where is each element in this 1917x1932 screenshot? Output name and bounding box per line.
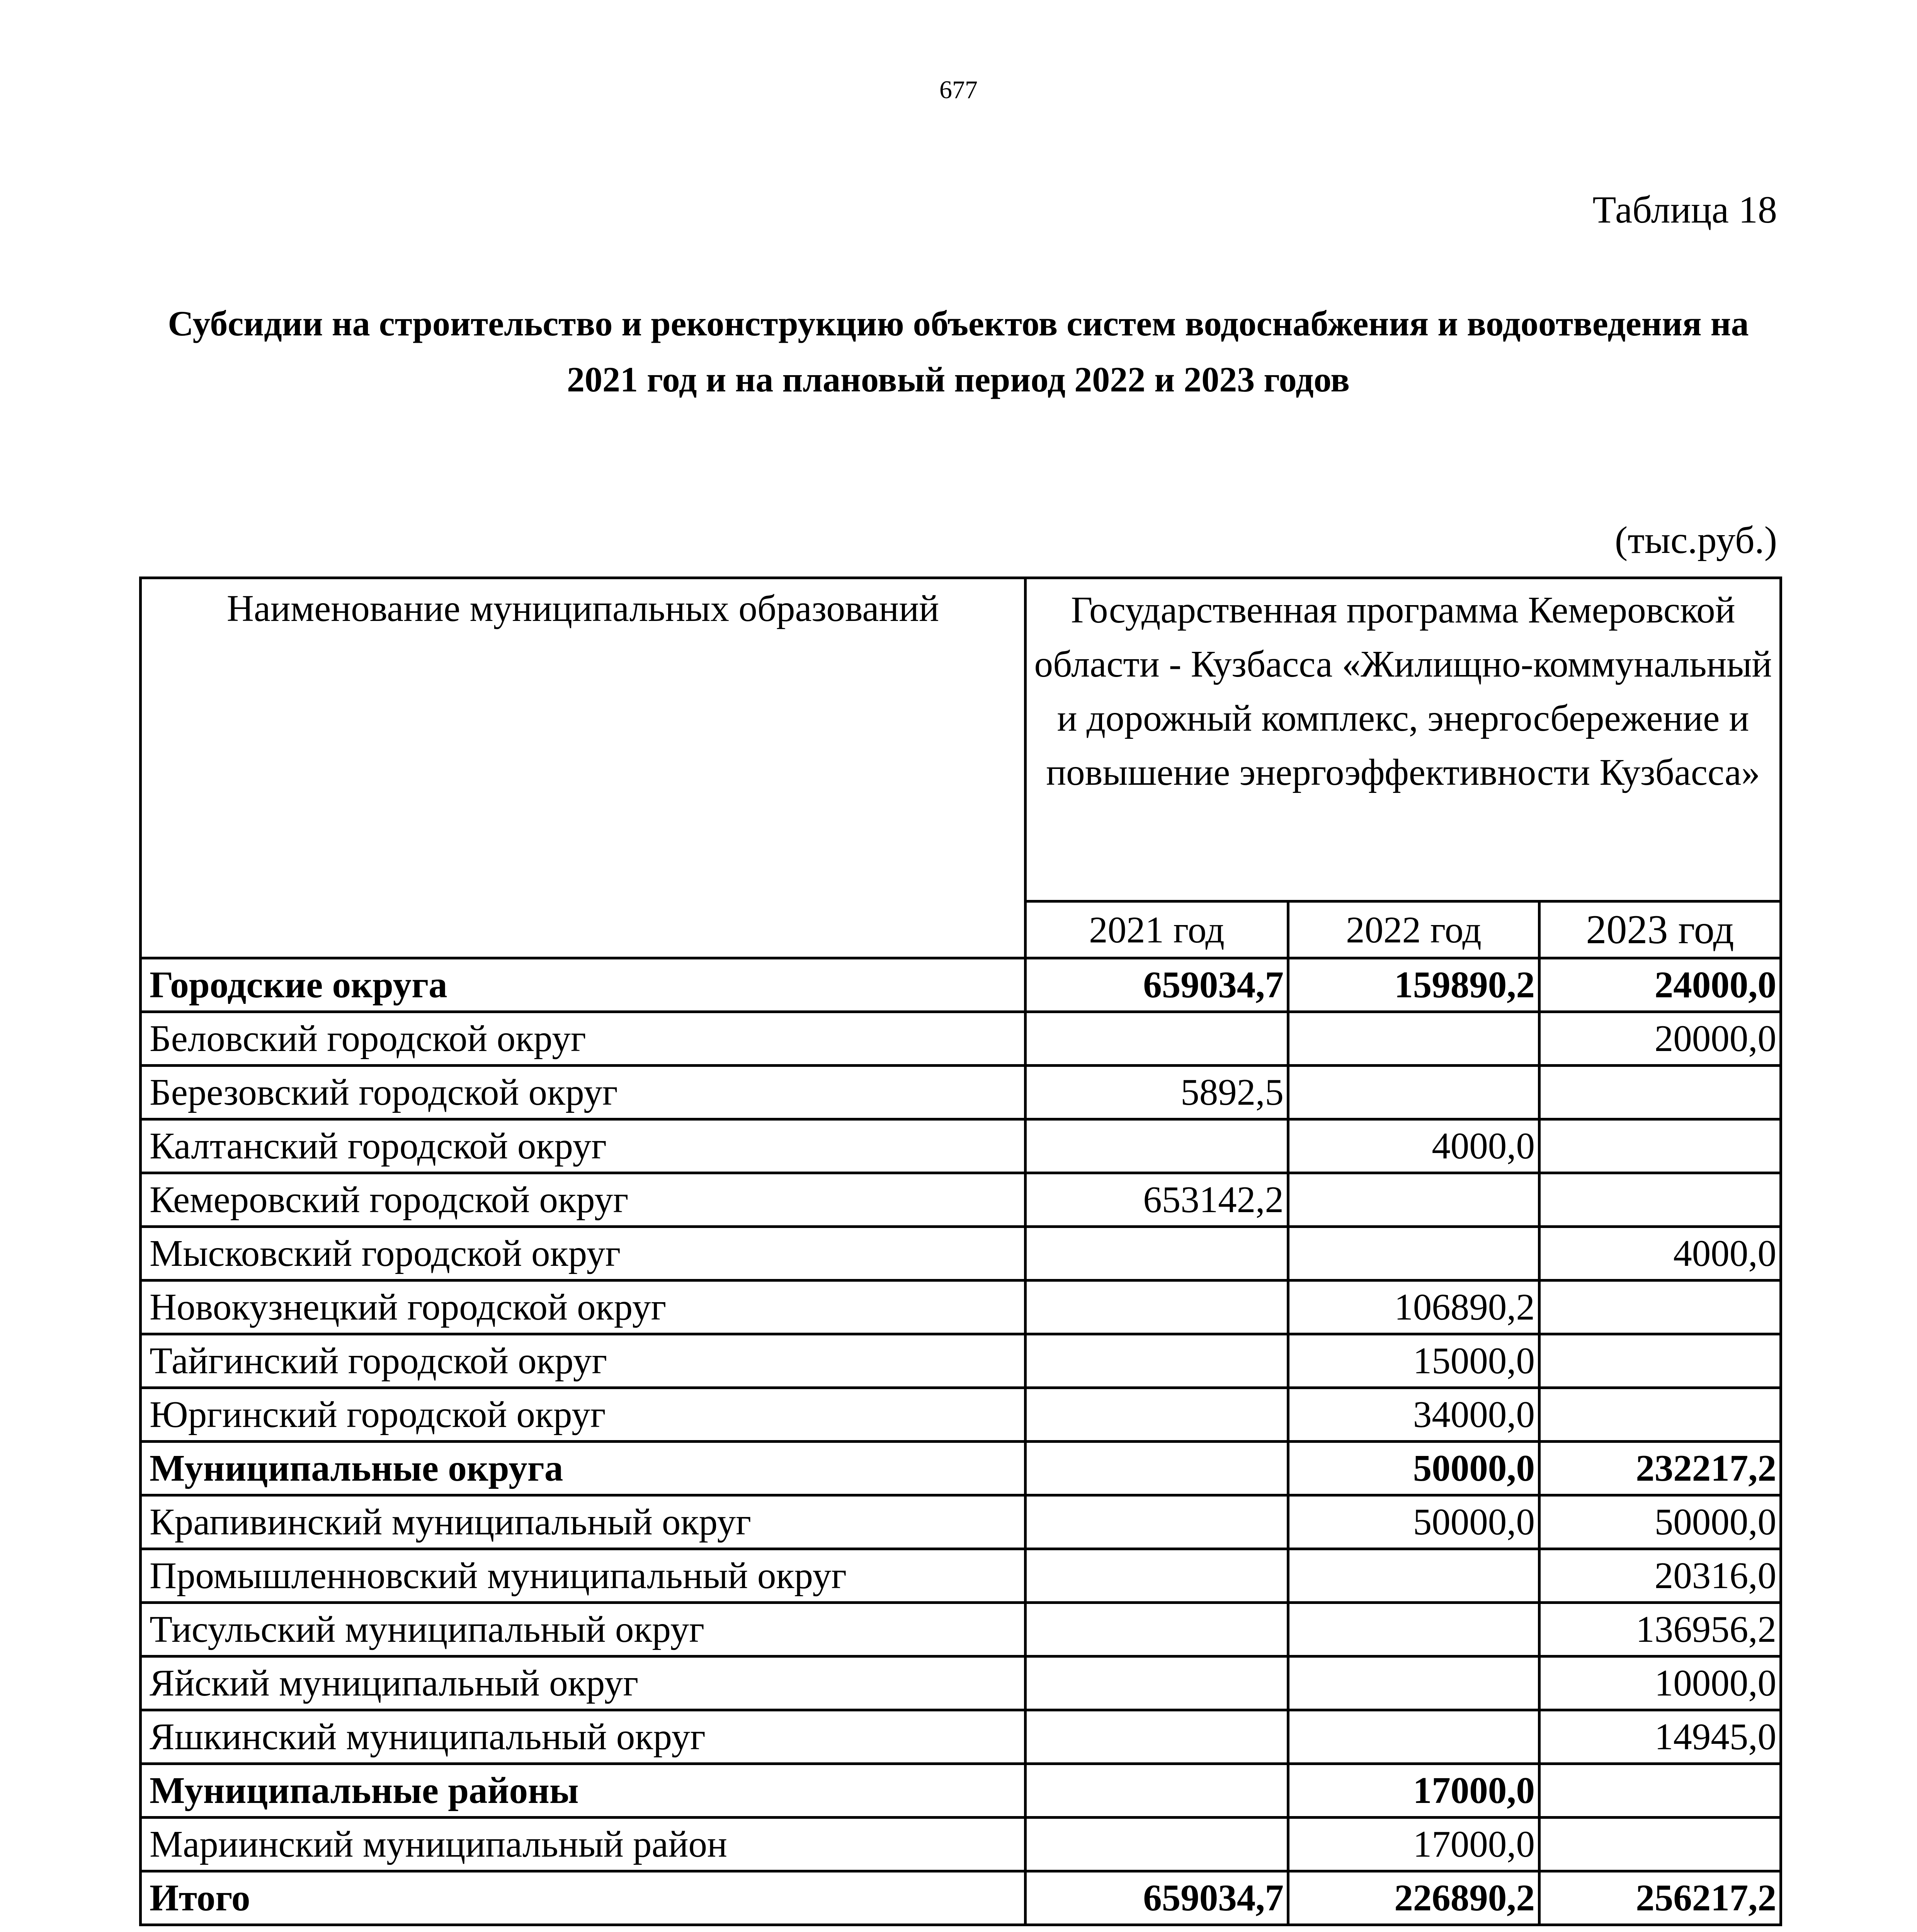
value-2023-cell: 4000,0 [1539,1227,1781,1281]
municipality-name-cell: Новокузнецкий городской округ [141,1281,1026,1334]
value-2022-cell: 4000,0 [1288,1119,1539,1173]
municipality-name-cell: Мысковский городской округ [141,1227,1026,1281]
table-group-row [141,1442,1781,1495]
value-2022-cell: 50000,0 [1288,1442,1539,1495]
table-row [141,1066,1781,1119]
value-2021-cell [1026,1603,1288,1656]
value-2023-cell: 20000,0 [1539,1012,1781,1066]
municipality-name-cell: Тисульский муниципальный округ [141,1603,1026,1656]
value-2021-cell [1026,1710,1288,1764]
value-2022-cell [1288,1227,1539,1281]
page-number: 677 [939,76,978,104]
value-2022-cell [1288,1603,1539,1656]
value-2021-cell [1026,1764,1288,1818]
document-title: Субсидии на строительство и реконструкцию объектов систем водоснабжения и водоотведения на 2021 год и на плановый период 2022 и 2023 годов [168,304,1749,399]
value-2021-cell [1026,1388,1288,1442]
table-group-row [141,1764,1781,1818]
municipality-name-cell: Муниципальные районы [141,1764,1026,1818]
header-municipality-name: Наименование муниципальных образований [141,578,1026,958]
table-row [141,1334,1781,1388]
municipality-name-cell: Яйский муниципальный округ [141,1656,1026,1710]
value-2023-cell [1539,1818,1781,1871]
value-2022-cell [1288,1173,1539,1227]
value-2021-cell [1026,1334,1288,1388]
municipality-name-cell: Березовский городской округ [141,1066,1026,1119]
table-row [141,1281,1781,1334]
municipality-name-cell: Городские округа [141,958,1026,1012]
table-row [141,1495,1781,1549]
value-2023-cell [1539,1066,1781,1119]
value-2022-cell: 106890,2 [1288,1281,1539,1334]
header-year-2023: 2023 год [1539,901,1781,958]
header-year-2021: 2021 год [1026,901,1288,958]
value-2023-cell [1539,1119,1781,1173]
value-2022-cell [1288,1066,1539,1119]
units-label: (тыс.руб.) [1614,519,1777,561]
value-2021-cell: 653142,2 [1026,1173,1288,1227]
table-header-row [141,578,1781,901]
value-2022-cell [1288,1656,1539,1710]
value-2022-cell: 15000,0 [1288,1334,1539,1388]
municipality-name-cell: Крапивинский муниципальный округ [141,1495,1026,1549]
value-2022-cell: 159890,2 [1288,958,1539,1012]
municipality-name-cell: Калтанский городской округ [141,1119,1026,1173]
value-2022-cell: 226890,2 [1288,1871,1539,1925]
municipality-name-cell: Юргинский городской округ [141,1388,1026,1442]
value-2021-cell: 659034,7 [1026,1871,1288,1925]
value-2023-cell [1539,1173,1781,1227]
table-body [141,958,1781,1925]
value-2023-cell: 24000,0 [1539,958,1781,1012]
municipality-name-cell: Промышленновский муниципальный округ [141,1549,1026,1603]
value-2022-cell [1288,1549,1539,1603]
value-2023-cell [1539,1388,1781,1442]
header-state-program: Государственная программа Кемеровской области - Кузбасса «Жилищно-коммунальный и дорожный комплекс, энергосбережение и повышение энергоэффективности Кузбасса» [1026,578,1781,901]
municipality-name-cell: Тайгинский городской округ [141,1334,1026,1388]
value-2023-cell: 136956,2 [1539,1603,1781,1656]
table-row [141,1818,1781,1871]
table-row [141,1119,1781,1173]
header-year-2022: 2022 год [1288,901,1539,958]
value-2021-cell [1026,1227,1288,1281]
value-2023-cell: 14945,0 [1539,1710,1781,1764]
table-row [141,1173,1781,1227]
table-row [141,1388,1781,1442]
value-2023-cell: 20316,0 [1539,1549,1781,1603]
municipality-name-cell: Муниципальные округа [141,1442,1026,1495]
municipality-name-cell: Мариинский муниципальный район [141,1818,1026,1871]
value-2021-cell [1026,1281,1288,1334]
table-label: Таблица 18 [1592,188,1777,231]
table-group-row [141,958,1781,1012]
value-2021-cell [1026,1012,1288,1066]
table-row [141,1710,1781,1764]
value-2022-cell: 50000,0 [1288,1495,1539,1549]
value-2023-cell: 10000,0 [1539,1656,1781,1710]
value-2023-cell [1539,1764,1781,1818]
value-2023-cell [1539,1334,1781,1388]
table-row [141,1603,1781,1656]
value-2023-cell: 50000,0 [1539,1495,1781,1549]
value-2021-cell [1026,1495,1288,1549]
value-2021-cell [1026,1656,1288,1710]
value-2021-cell [1026,1119,1288,1173]
value-2021-cell: 659034,7 [1026,958,1288,1012]
value-2022-cell: 34000,0 [1288,1388,1539,1442]
value-2021-cell: 5892,5 [1026,1066,1288,1119]
value-2021-cell [1026,1818,1288,1871]
subsidies-table [139,577,1782,1926]
municipality-name-cell: Кемеровский городской округ [141,1173,1026,1227]
municipality-name-cell: Яшкинский муниципальный округ [141,1710,1026,1764]
municipality-name-cell: Итого [141,1871,1026,1925]
value-2023-cell: 232217,2 [1539,1442,1781,1495]
value-2021-cell [1026,1442,1288,1495]
municipality-name-cell: Беловский городской округ [141,1012,1026,1066]
value-2022-cell: 17000,0 [1288,1764,1539,1818]
table-row [141,1549,1781,1603]
value-2023-cell [1539,1281,1781,1334]
value-2022-cell [1288,1012,1539,1066]
table-row [141,1012,1781,1066]
value-2022-cell: 17000,0 [1288,1818,1539,1871]
value-2021-cell [1026,1549,1288,1603]
table-row [141,1656,1781,1710]
value-2023-cell: 256217,2 [1539,1871,1781,1925]
table-group-row [141,1871,1781,1925]
table-row [141,1227,1781,1281]
value-2022-cell [1288,1710,1539,1764]
